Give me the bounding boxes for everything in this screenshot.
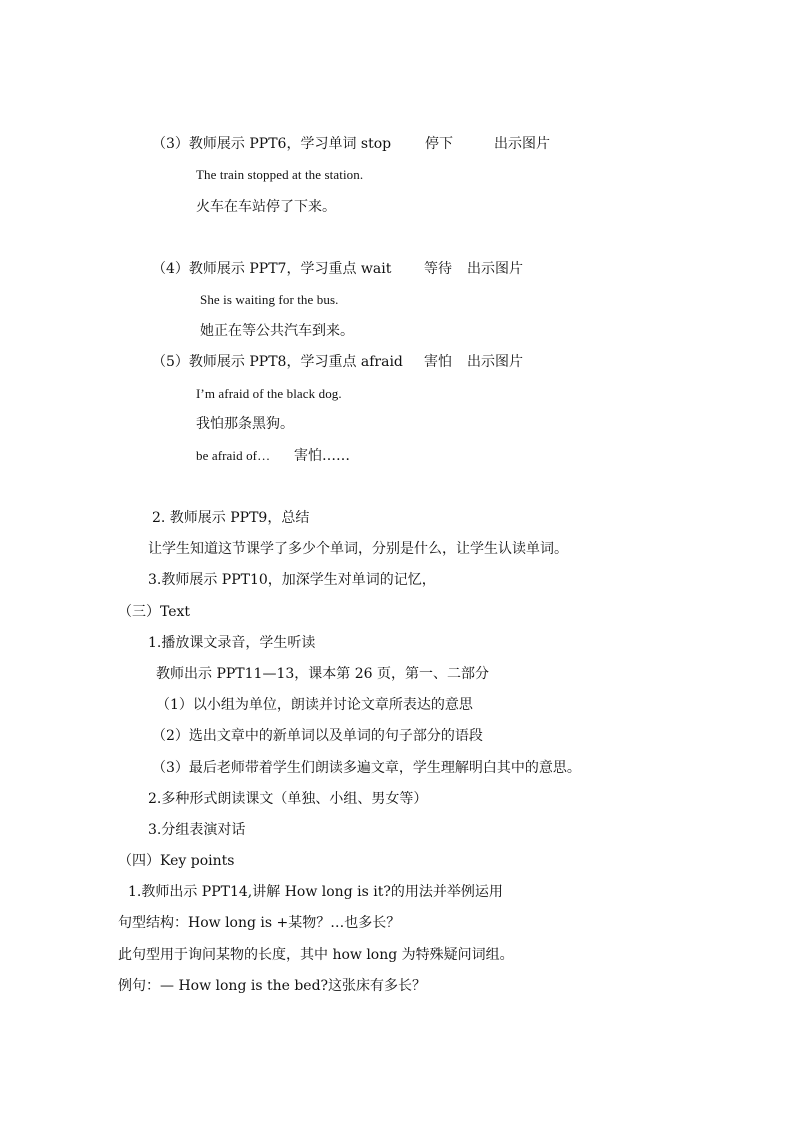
step-5-picture-note	[467, 352, 523, 372]
phrase-afraid-zh: 害怕……	[294, 448, 350, 464]
text-step-2: 2.多种形式朗读课文（单独、小组、男女等）	[148, 791, 428, 807]
step-5-meaning-text: 害怕	[424, 354, 452, 370]
step-3-memory: 3.教师展示 PPT10，加深学生对单词的记忆，	[148, 572, 436, 588]
example-wait-en: She is waiting for the bus.	[200, 292, 339, 307]
step-4-picture-note	[467, 259, 523, 279]
example-afraid-zh: 我怕那条黑狗。	[196, 416, 294, 432]
step-3-meaning	[425, 134, 453, 154]
example-wait-zh: 她正在等公共汽车到来。	[200, 323, 354, 339]
step-5-text: （5）教师展示 PPT8，学习重点 afraid	[152, 354, 403, 370]
text-step-3: 3.分组表演对话	[148, 822, 246, 838]
step-3-picture-text: 出示图片	[494, 136, 550, 152]
step-3-text: （3）教师展示 PPT6，学习单词 stop	[152, 136, 392, 152]
example-stop-zh: 火车在车站停了下来。	[196, 199, 336, 215]
step-4-heading	[152, 259, 391, 279]
step-5-heading	[152, 352, 403, 372]
key-point-1: 1.教师出示 PPT14,讲解 How long is it?的用法并举例运用	[128, 884, 503, 900]
step-3-picture-note	[494, 134, 550, 154]
step-4-text: （4）教师展示 PPT7，学习重点 wait	[152, 261, 392, 277]
step-5-meaning	[424, 352, 452, 372]
sentence-structure: 句型结构：How long is +某物？…也多长？	[118, 915, 401, 931]
step-4-meaning	[424, 259, 452, 279]
summary-description: 让学生知道这节课学了多少个单词，分别是什么，让学生认读单词。	[148, 541, 568, 557]
text-step-1: 1.播放课文录音，学生听读	[148, 635, 316, 651]
step-4-meaning-text: 等待	[424, 261, 452, 277]
step-4-picture-text: 出示图片	[467, 261, 523, 277]
example-stop-en: The train stopped at the station.	[196, 167, 364, 182]
text-substep-3: （3）最后老师带着学生们朗读多遍文章，学生理解明白其中的意思。	[152, 760, 581, 776]
step-3-heading	[152, 134, 391, 154]
step-2-summary: 2. 教师展示 PPT9，总结	[152, 510, 310, 526]
text-substep-2: （2）选出文章中的新单词以及单词的句子部分的语段	[152, 728, 483, 744]
example-afraid-en: I’m afraid of the black dog.	[196, 386, 342, 401]
text-substep-1: （1）以小组为单位，朗读并讨论文章所表达的意思	[156, 697, 473, 713]
step-5-picture-text: 出示图片	[467, 354, 523, 370]
structure-explanation: 此句型用于询问某物的长度，其中 how long 为特殊疑问词组。	[118, 947, 514, 963]
example-sentence: 例句：— How long is the bed?这张床有多长？	[118, 978, 427, 994]
phrase-afraid-en: be afraid of…	[196, 448, 271, 463]
section-3-title: （三）Text	[118, 604, 191, 620]
text-step-1-detail: 教师出示 PPT11—13，课本第 26 页，第一、二部分	[156, 666, 489, 682]
step-3-meaning-text: 停下	[425, 136, 453, 152]
section-4-title: （四）Key points	[118, 853, 235, 869]
